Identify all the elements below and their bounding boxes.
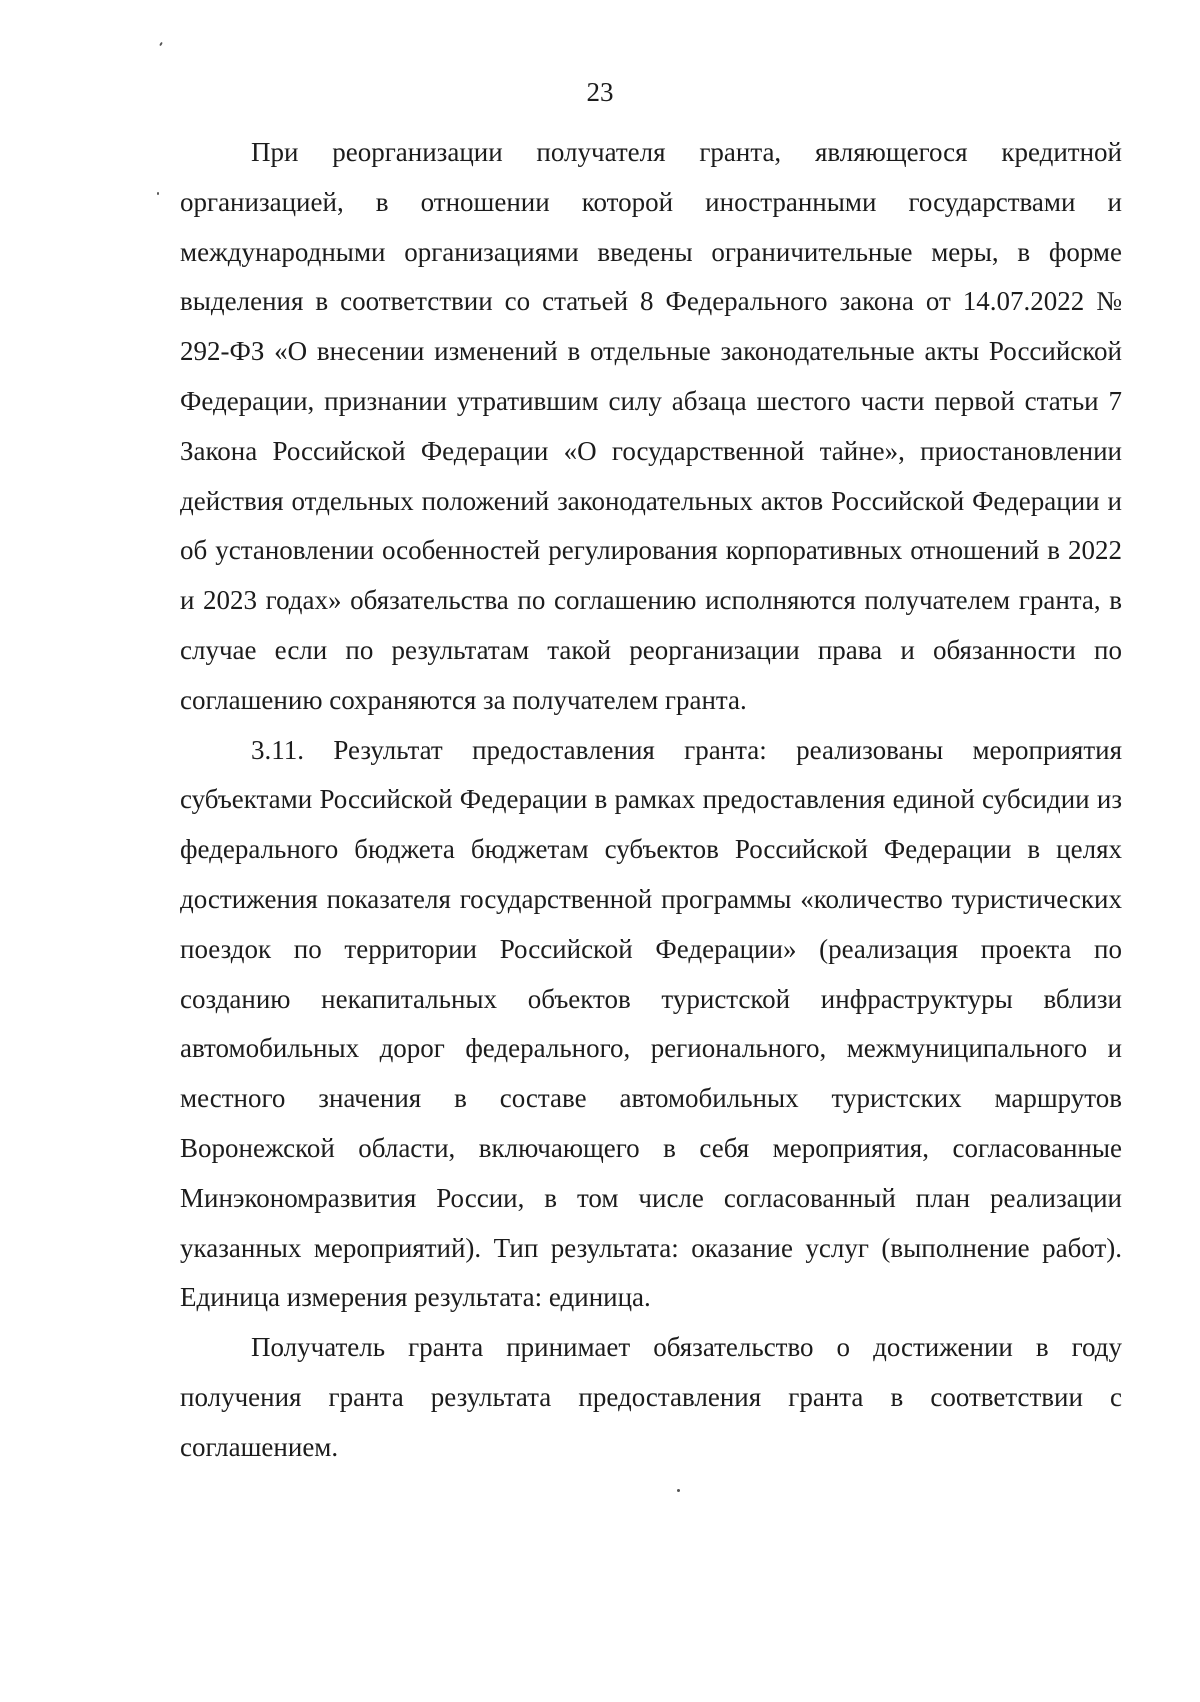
document-body: [180, 128, 1122, 1473]
page-number: 23: [586, 77, 614, 107]
scan-speck: [677, 1489, 680, 1492]
paragraph-grant-obligation: Получатель гранта принимает обязательство о достижении в году получения гранта результата предоставления гранта в соответствии с соглашением.: [180, 1332, 1122, 1462]
scan-speck: [157, 192, 159, 195]
scan-speck: [159, 42, 163, 46]
paragraph-reorganization: При реорганизации получателя гранта, являющегося кредитной организацией, в отношении которой иностранными государствами и международными организациями введены ограничительные меры, в форме выделения в соответствии со статьей 8 Федерального закона от 14.07.2022 № 292-ФЗ «О внесении изменений в отдельные законодательные акты Российской Федерации, признании утратившим силу абзаца шестого части первой статьи 7 Закона Российской Федерации «О государственной тайне», приостановлении действия отдельных положений законодательных актов Российской Федерации и об установлении особенностей регулирования корпоративных отношений в 2022 и 2023 годах» обязательства по соглашению исполняются получателем гранта, в случае если по результатам такой реорганизации права и обязанности по соглашению сохраняются за получателем гранта.: [180, 137, 1122, 715]
paragraph-grant-result: 3.11. Результат предоставления гранта: реализованы мероприятия субъектами Российской Федерации в рамках предоставления единой субсидии из федерального бюджета бюджетам субъектов Российской Федерации в целях достижения показателя государственной программы «количество туристических поездок по территории Российской Федерации» (реализация проекта по созданию некапитальных объектов туристской инфраструктуры вблизи автомобильных дорог федерального, регионального, межмуниципального и местного значения в составе автомобильных туристских маршрутов Воронежской области, включающего в себя мероприятия, согласованные Минэкономразвития России, в том числе согласованный план реализации указанных мероприятий). Тип результата: оказание услуг (выполнение работ). Единица измерения результата: единица.: [180, 734, 1122, 1313]
